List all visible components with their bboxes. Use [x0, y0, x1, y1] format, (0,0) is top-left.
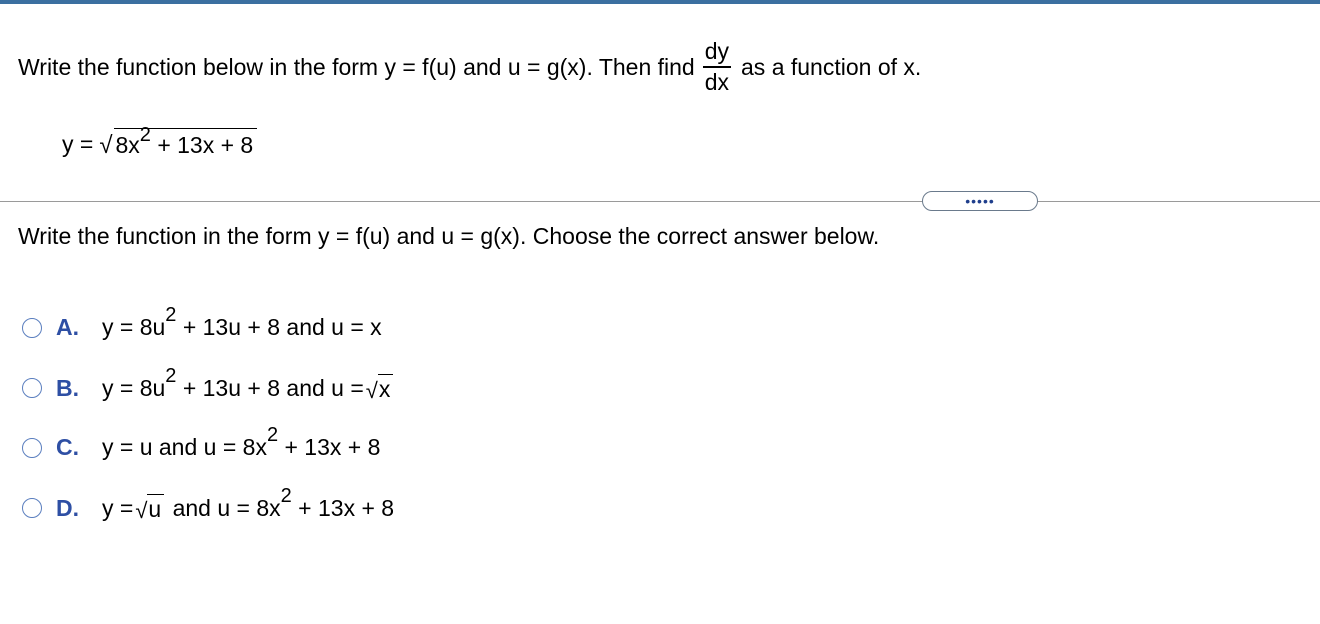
answer-option-c[interactable]	[22, 424, 381, 461]
instruction-text: Write the function in the form y = f(u) and u = g(x). Choose the correct answer below.	[18, 223, 880, 249]
radicand-rest: + 13x + 8	[157, 132, 254, 158]
given-radicand	[114, 124, 258, 158]
option-letter-c: C.	[56, 434, 79, 460]
option-b-radicand: x	[378, 374, 394, 402]
option-a-exponent: 2	[165, 304, 177, 326]
option-b-part2: + 13u + 8 and u =	[182, 374, 364, 401]
radio-button-a[interactable]	[22, 318, 42, 338]
answer-option-d[interactable]	[22, 484, 395, 524]
dy-dx-fraction	[703, 40, 731, 94]
section-divider	[0, 201, 1320, 202]
option-d-radicand: u	[147, 494, 164, 522]
option-c-exponent: 2	[266, 424, 279, 446]
answer-option-b[interactable]	[22, 364, 395, 404]
expand-more-button[interactable]: •••••	[922, 191, 1038, 211]
fraction-denominator: dx	[704, 69, 730, 95]
radicand-base: 8x	[115, 132, 140, 158]
option-b-exponent: 2	[165, 364, 177, 387]
fraction-numerator: dy	[704, 38, 730, 64]
question-text-before: Write the function below in the form y = f(u) and u = g(x). Then find	[18, 54, 695, 80]
option-d-part2: and u = 8x	[172, 494, 281, 521]
question-text	[18, 33, 921, 101]
option-letter-d: D.	[56, 494, 79, 521]
given-radical	[99, 124, 257, 160]
option-d-part3: + 13x + 8	[298, 494, 395, 521]
option-d-exponent: 2	[280, 484, 292, 507]
sqrt-icon: √	[365, 378, 378, 404]
option-c-part2: + 13x + 8	[284, 434, 381, 460]
given-function	[62, 124, 257, 160]
answer-option-a[interactable]	[22, 304, 382, 341]
option-d-part1: y =	[102, 494, 134, 521]
option-c-part1: y = u and u = 8x	[102, 434, 267, 460]
radio-button-d[interactable]	[22, 498, 42, 518]
sqrt-icon: √	[135, 498, 148, 524]
option-b-radical	[366, 374, 394, 402]
option-d-radical	[135, 494, 164, 522]
question-text-after: as a function of x.	[741, 54, 922, 80]
radio-button-b[interactable]	[22, 378, 42, 398]
sqrt-icon: √	[99, 132, 113, 160]
radio-button-c[interactable]	[22, 438, 42, 458]
option-b-part1: y = 8u	[102, 374, 166, 401]
option-a-part1: y = 8u	[102, 314, 166, 340]
given-lhs: y =	[62, 131, 94, 158]
radicand-exponent: 2	[139, 124, 151, 146]
option-letter-a: A.	[56, 314, 79, 340]
top-accent-bar	[0, 0, 1320, 4]
option-a-part2: + 13u + 8 and u = x	[182, 314, 382, 340]
option-letter-b: B.	[56, 374, 79, 401]
